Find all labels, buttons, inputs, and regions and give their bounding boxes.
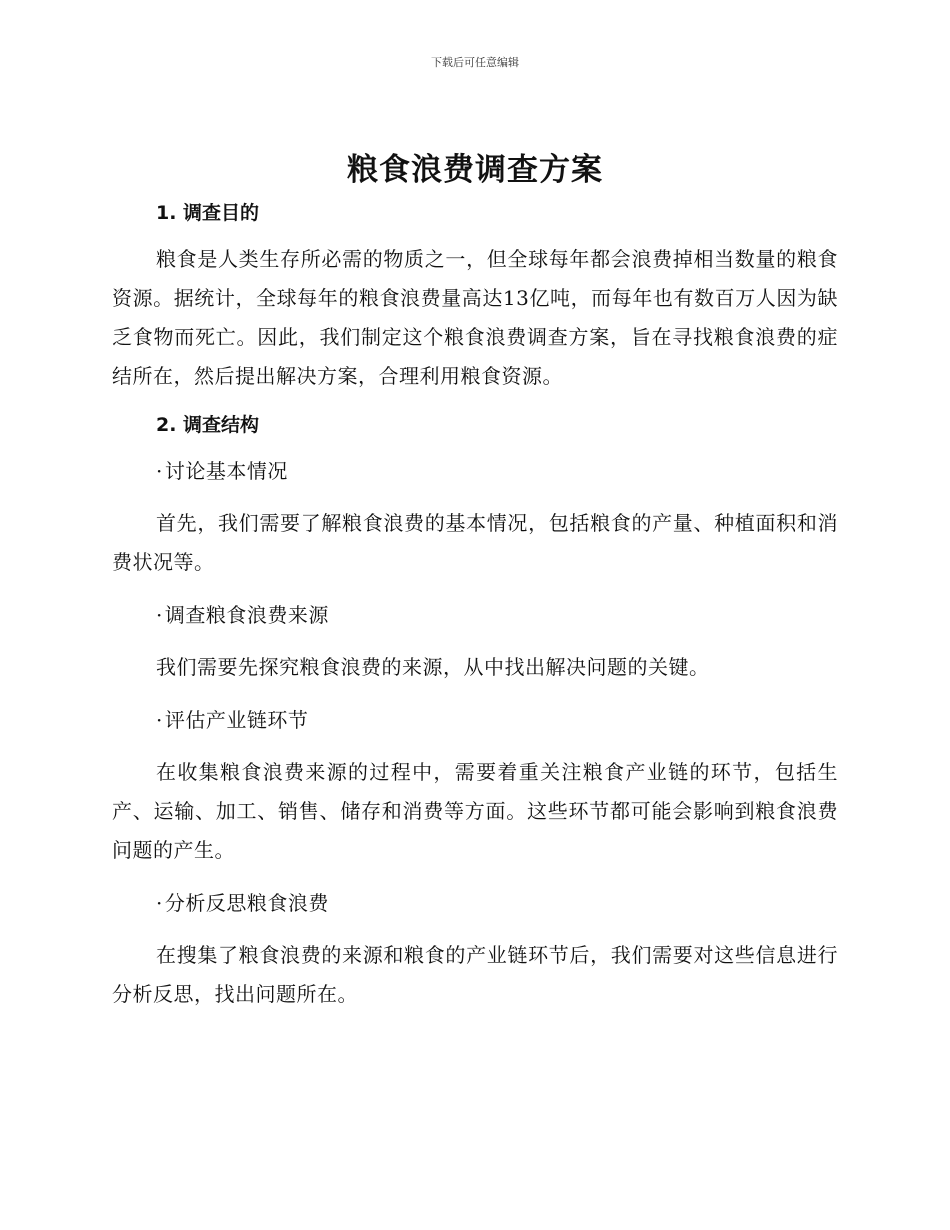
list-item-analysis — [112, 884, 838, 923]
section-paragraph-purpose: 粮食是人类生存所必需的物质之一，但全球每年都会浪费掉相当数量的粮食资源。据统计，全球每年的粮食浪费量高达13亿吨，而每年也有数百万人因为缺乏食物而死亡。因此，我们制定这个粮食浪费调查方案，旨在寻找粮食浪费的症结所在，然后提出解决方案，合理利用粮食资源。 — [112, 247, 838, 388]
list-item-basic-situation — [112, 452, 838, 491]
list-item-text: 在搜集了粮食浪费的来源和粮食的产业链环节后，我们需要对这些信息进行分析反思，找出问题所在。 — [112, 943, 838, 1006]
list-item-label: 评估产业链环节 — [164, 708, 309, 732]
list-item-label: 调查粮食浪费来源 — [164, 603, 329, 627]
list-item-label: 分析反思粮食浪费 — [164, 891, 329, 915]
section-heading-purpose: 1. 调查目的 — [156, 202, 260, 224]
header-note: 下载后可任意编辑 — [431, 56, 519, 69]
document-body — [112, 148, 838, 1028]
list-item-label: 讨论基本情况 — [164, 459, 288, 483]
bullet-marker: · — [156, 459, 163, 483]
list-item-waste-sources — [112, 596, 838, 635]
bullet-marker: · — [156, 603, 163, 627]
section-heading-structure: 2. 调查结构 — [156, 414, 260, 436]
list-item-industry-chain — [112, 701, 838, 740]
bullet-marker: · — [156, 708, 163, 732]
list-item-text: 在收集粮食浪费来源的过程中，需要着重关注粮食产业链的环节，包括生产、运输、加工、销售、储存和消费等方面。这些环节都可能会影响到粮食浪费问题的产生。 — [112, 760, 838, 862]
list-item-text: 我们需要先探究粮食浪费的来源，从中找出解决问题的关键。 — [156, 655, 710, 679]
document-title: 粮食浪费调查方案 — [347, 152, 603, 188]
list-item-text: 首先，我们需要了解粮食浪费的基本情况，包括粮食的产量、种植面积和消费状况等。 — [112, 511, 838, 574]
bullet-marker: · — [156, 891, 163, 915]
